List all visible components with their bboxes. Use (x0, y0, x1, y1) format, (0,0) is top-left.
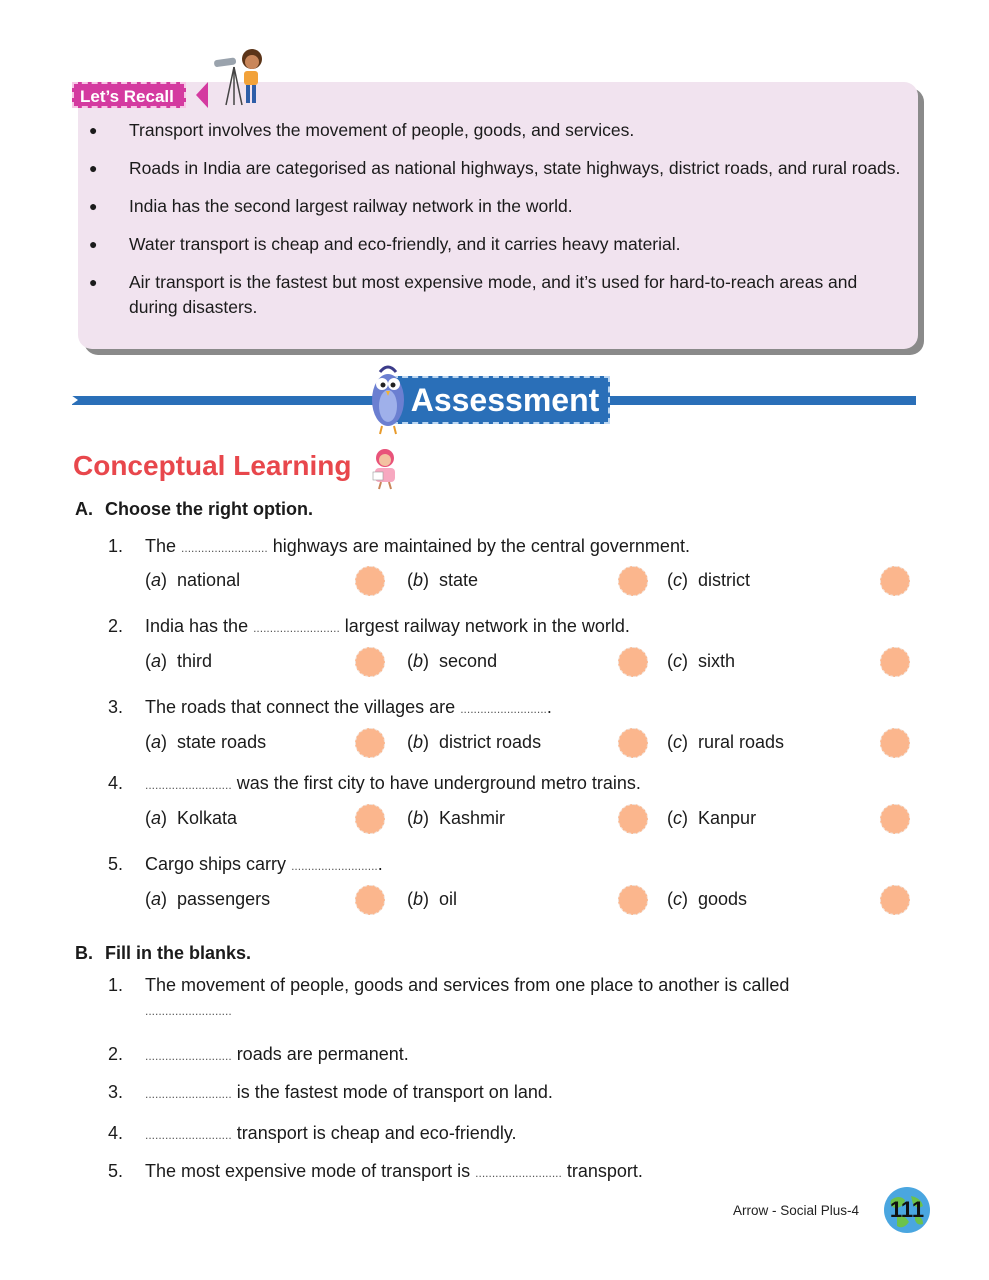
option-text: state roads (177, 732, 267, 752)
question-text-before: Cargo ships carry (145, 854, 292, 874)
answer-bubble[interactable] (880, 728, 910, 758)
option-text: third (177, 651, 213, 671)
blank-number: 1. (108, 975, 124, 995)
bullet-icon: ● (89, 198, 98, 214)
option-key: (b) (407, 651, 430, 671)
blank-text-before: The movement of people, goods and services from one place to another is called (145, 975, 790, 995)
option-b (407, 808, 505, 829)
answer-bubble[interactable] (618, 728, 648, 758)
option-text: Kanpur (698, 808, 757, 828)
bullet-icon: ● (89, 160, 98, 176)
question-text (145, 852, 905, 878)
answer-blank[interactable]: .......................... (181, 541, 268, 555)
question-text (145, 534, 905, 560)
question-3-options (145, 732, 915, 762)
answer-bubble[interactable] (355, 728, 385, 758)
option-text: state (439, 570, 479, 590)
option-key: (c) (667, 889, 688, 909)
recall-list (78, 118, 918, 333)
option-text: Kashmir (439, 808, 506, 828)
recall-point (78, 232, 918, 257)
blank-text (145, 973, 905, 1023)
bullet-icon: ● (89, 236, 98, 252)
answer-blank[interactable]: .......................... (253, 621, 340, 635)
answer-bubble[interactable] (880, 647, 910, 677)
option-key: (c) (667, 808, 688, 828)
question-number: 2. (108, 616, 124, 636)
answer-bubble[interactable] (355, 566, 385, 596)
blank-text-after: roads are permanent. (231, 1044, 409, 1064)
answer-blank[interactable]: .......................... (475, 1166, 562, 1180)
bird-mascot-icon (366, 360, 410, 436)
question-text-after: highways are maintained by the central government. (267, 536, 690, 556)
option-key: (b) (407, 570, 430, 590)
answer-blank[interactable]: .......................... (145, 1128, 232, 1142)
question-number: 4. (108, 773, 124, 793)
option-key: (a) (145, 732, 168, 752)
option-c (667, 732, 784, 753)
blank-number: 4. (108, 1123, 124, 1143)
option-text: second (439, 651, 498, 671)
option-c (667, 651, 735, 672)
option-b (407, 651, 497, 672)
question-text-before: The (145, 536, 182, 556)
option-key: (c) (667, 570, 688, 590)
answer-bubble[interactable] (355, 647, 385, 677)
answer-blank[interactable]: .......................... (460, 702, 547, 716)
assessment-title: Assessment (392, 376, 610, 424)
blank-number: 5. (108, 1161, 124, 1181)
recall-point (78, 194, 918, 219)
blank-text-after: transport. (561, 1161, 643, 1181)
blank-text (145, 1042, 905, 1068)
kid-with-telescope-icon (212, 45, 272, 107)
part-a-heading-text: Choose the right option. (105, 499, 313, 519)
recall-point (78, 270, 918, 320)
option-text: national (177, 570, 241, 590)
book-title: Arrow - Social Plus-4 (733, 1203, 860, 1218)
part-b-letter: B. (75, 943, 93, 963)
option-a (145, 808, 237, 829)
option-text: goods (698, 889, 748, 909)
answer-bubble[interactable] (355, 804, 385, 834)
blank-number: 3. (108, 1082, 124, 1102)
option-text: Kolkata (177, 808, 238, 828)
option-c (667, 570, 750, 591)
answer-bubble[interactable] (618, 647, 648, 677)
question-text-after: was the first city to have underground metro trains. (231, 773, 641, 793)
option-key: (b) (407, 732, 430, 752)
option-b (407, 889, 457, 910)
option-key: (c) (667, 651, 688, 671)
option-key: (a) (145, 651, 168, 671)
recall-point-text: Water transport is cheap and eco-friendly, and it carries heavy material. (129, 234, 681, 254)
question-text-before: The roads that connect the villages are (145, 697, 461, 717)
question-text (145, 614, 905, 640)
blank-text-before: The most expensive mode of transport is (145, 1161, 476, 1181)
question-text (145, 695, 905, 721)
part-a-heading (75, 499, 313, 520)
recall-point-text: Transport involves the movement of people, goods, and services. (129, 120, 635, 140)
blank-text-after: transport is cheap and eco-friendly. (231, 1123, 517, 1143)
answer-bubble[interactable] (618, 885, 648, 915)
answer-blank[interactable]: .......................... (145, 1049, 232, 1063)
option-text: district (698, 570, 751, 590)
section-title: Conceptual Learning (73, 450, 352, 481)
option-c (667, 889, 747, 910)
option-c (667, 808, 756, 829)
question-number: 1. (108, 536, 124, 556)
option-a (145, 570, 240, 591)
option-b (407, 570, 478, 591)
blank-text (145, 1121, 905, 1147)
part-b-heading-text: Fill in the blanks. (105, 943, 252, 963)
question-text-before: India has the (145, 616, 254, 636)
answer-blank[interactable]: .......................... (145, 778, 232, 792)
question-number: 3. (108, 697, 124, 717)
option-text: sixth (698, 651, 736, 671)
question-5-options (145, 889, 915, 919)
recall-point (78, 118, 918, 143)
recall-point-text: Air transport is the fastest but most expensive mode, and it’s used for hard-to-reach areas and during disasters. (129, 272, 858, 317)
option-a (145, 889, 270, 910)
bullet-icon: ● (89, 274, 98, 290)
answer-blank[interactable]: .......................... (145, 1087, 232, 1101)
recall-point-text: India has the second largest railway network in the world. (129, 196, 573, 216)
girl-reading-icon (365, 446, 405, 490)
blank-text-after: is the fastest mode of transport on land. (231, 1082, 553, 1102)
question-2-options (145, 651, 915, 681)
answer-bubble[interactable] (355, 885, 385, 915)
option-text: oil (439, 889, 458, 909)
option-key: (a) (145, 570, 168, 590)
question-text-after: . (546, 697, 552, 717)
page-number: 111 (889, 1197, 925, 1222)
option-key: (c) (667, 732, 688, 752)
option-key: (a) (145, 889, 168, 909)
recall-tag: Let’s Recall (72, 82, 186, 108)
part-a-letter: A. (75, 499, 93, 519)
recall-box (78, 82, 918, 349)
answer-bubble[interactable] (880, 885, 910, 915)
answer-blank[interactable]: .......................... (145, 1004, 232, 1018)
question-text-after: largest railway network in the world. (339, 616, 630, 636)
option-a (145, 732, 266, 753)
option-key: (b) (407, 808, 430, 828)
recall-point (78, 156, 918, 181)
bullet-icon: ● (89, 122, 98, 138)
option-b (407, 732, 541, 753)
option-text: rural roads (698, 732, 785, 752)
answer-bubble[interactable] (618, 804, 648, 834)
blank-text (145, 1080, 905, 1106)
option-a (145, 651, 212, 672)
answer-bubble[interactable] (880, 804, 910, 834)
question-text (145, 771, 905, 797)
part-b-heading (75, 943, 251, 964)
answer-blank[interactable]: .......................... (291, 859, 378, 873)
option-text: passengers (177, 889, 271, 909)
option-text: district roads (439, 732, 542, 752)
question-4-options (145, 808, 915, 838)
option-key: (b) (407, 889, 430, 909)
recall-tag-tail (196, 82, 208, 108)
question-1-options (145, 570, 915, 600)
answer-bubble[interactable] (618, 566, 648, 596)
recall-point-text: Roads in India are categorised as national highways, state highways, district roads, and rural roads. (129, 158, 901, 178)
blank-number: 2. (108, 1044, 124, 1064)
question-text-after: . (377, 854, 383, 874)
option-key: (a) (145, 808, 168, 828)
question-number: 5. (108, 854, 124, 874)
blank-text (145, 1159, 905, 1185)
answer-bubble[interactable] (880, 566, 910, 596)
